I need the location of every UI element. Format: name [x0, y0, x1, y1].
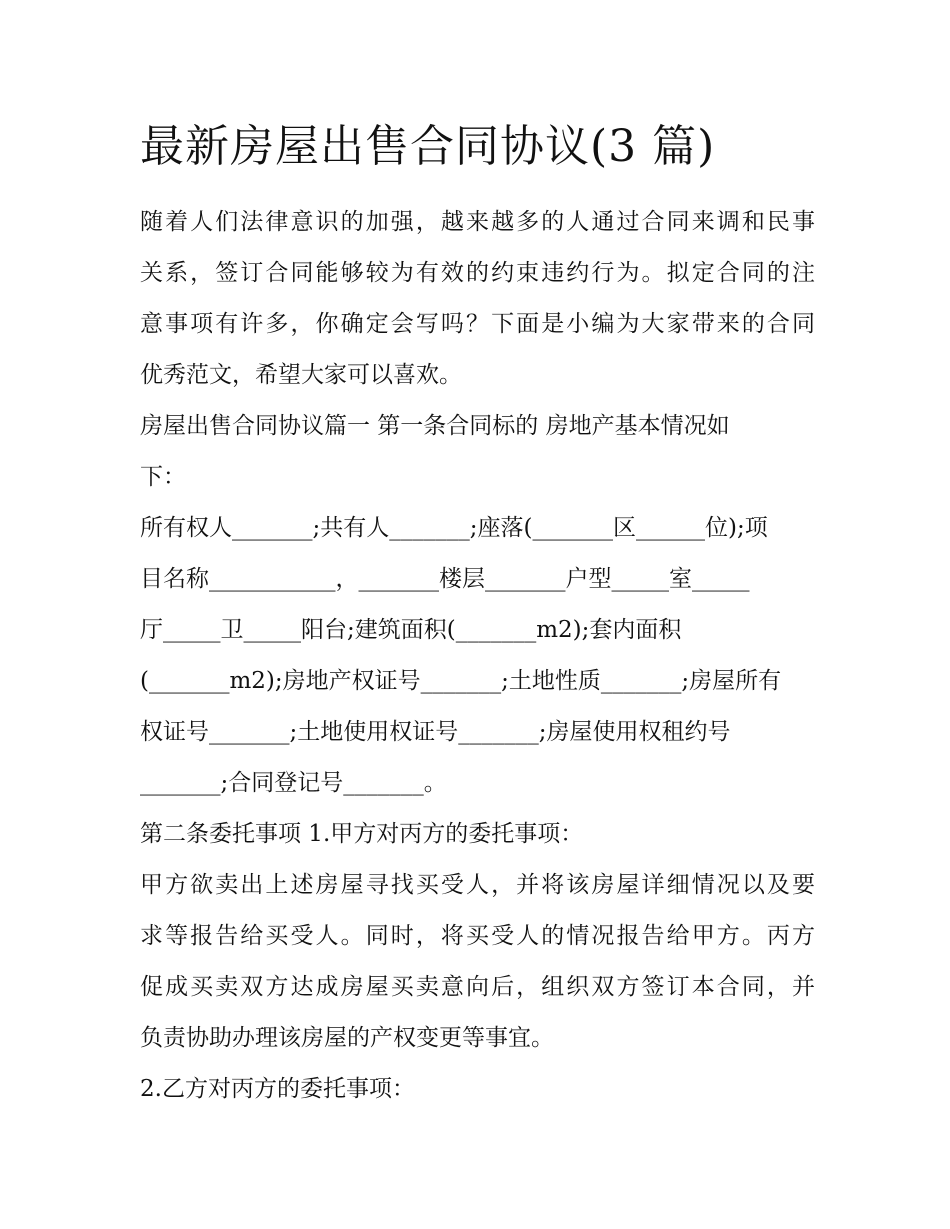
- text-line: 下：: [140, 464, 186, 490]
- text-line: 厅_____卫_____阳台;建筑面积(_______m2);套内面积: [140, 617, 682, 643]
- text-line: 负责协助办理该房屋的产权变更等事宜。: [140, 1025, 554, 1051]
- article-one-heading: [140, 401, 815, 503]
- text-line: (_______m2);房地产权证号_______;土地性质_______;房屋所有: [140, 668, 782, 694]
- text-line: 随着人们法律意识的加强，越来越多的人通过合同来调和民事: [140, 209, 815, 235]
- article-two-heading: [140, 809, 815, 860]
- text-line: 权证号_______;土地使用权证号_______;房屋使用权租约号: [140, 719, 731, 745]
- text-line: 意事项有许多，你确定会写吗？下面是小编为大家带来的合同: [140, 311, 815, 337]
- intro-paragraph: [140, 197, 815, 401]
- property-details-paragraph: [140, 503, 815, 809]
- document-title: 最新房屋出售合同协议(3 篇): [140, 121, 716, 172]
- text-line: 优秀范文，希望大家可以喜欢。: [140, 362, 462, 388]
- text-line: 促成买卖双方达成房屋买卖意向后，组织双方签订本合同，并: [140, 974, 815, 1000]
- party-a-commission-paragraph: [140, 860, 815, 1064]
- text-line: 2.乙方对丙方的委托事项：: [140, 1076, 415, 1102]
- text-line: 所有权人_______;共有人_______;座落(_______区______位);项: [140, 515, 768, 541]
- text-line: 第二条委托事项 1.甲方对丙方的委托事项：: [140, 821, 584, 847]
- text-line: 关系，签订合同能够较为有效的约束违约行为。拟定合同的注: [140, 260, 815, 286]
- text-line: 甲方欲卖出上述房屋寻找买受人，并将该房屋详细情况以及要: [140, 872, 815, 898]
- text-line: 房屋出售合同协议篇一 第一条合同标的 房地产基本情况如: [140, 413, 730, 439]
- party-b-commission-heading: [140, 1064, 815, 1115]
- text-line: _______;合同登记号_______。: [140, 770, 447, 796]
- text-line: 目名称___________，_______楼层_______户型_____室_____: [140, 566, 750, 592]
- text-line: 求等报告给买受人。同时，将买受人的情况报告给甲方。丙方: [140, 923, 815, 949]
- document-body: [140, 197, 815, 1115]
